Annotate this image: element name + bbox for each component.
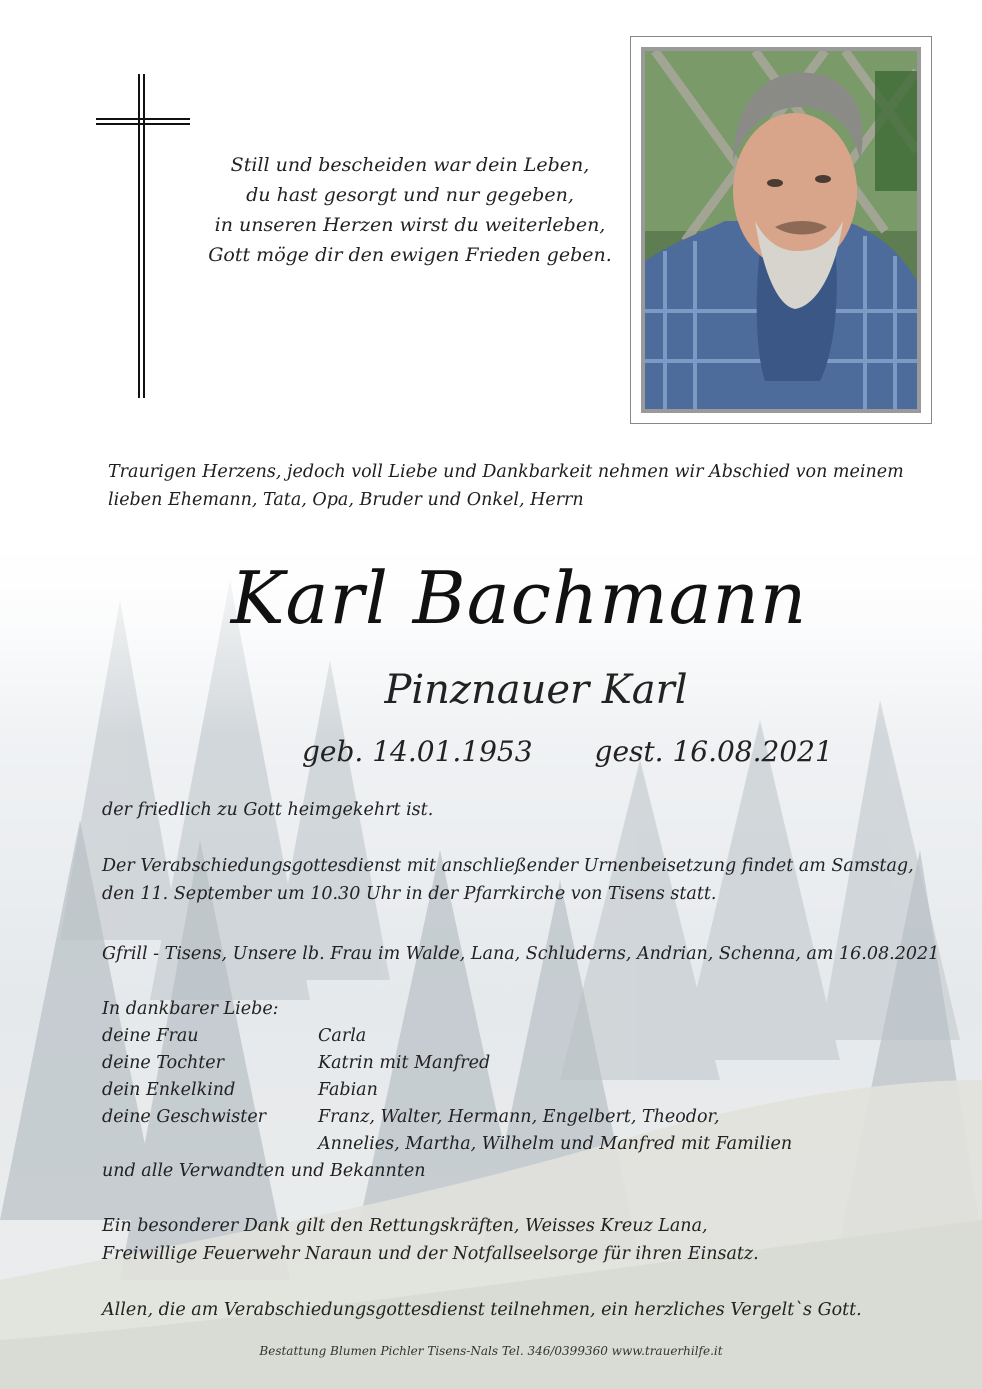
family-names: Fabian	[318, 1080, 378, 1100]
family-role: deine Tochter	[102, 1053, 225, 1073]
family-row	[102, 1077, 425, 1104]
family-names: Franz, Walter, Hermann, Engelbert, Theodor,	[318, 1107, 720, 1127]
portrait-photo	[645, 51, 917, 409]
poem-line: in unseren Herzen wirst du weiterleben,	[214, 214, 606, 236]
family-role: deine Frau	[102, 1026, 199, 1046]
poem	[190, 150, 630, 270]
family-heading: In dankbarer Liebe:	[102, 999, 279, 1019]
family-row	[102, 1104, 720, 1131]
family-row	[102, 1131, 793, 1158]
place-date: Gfrill - Tisens, Unsere lb. Frau im Walde, Lana, Schluderns, Andrian, Schenna, am 16.08.2021	[102, 944, 940, 964]
thanks-text	[102, 1212, 759, 1268]
intro-text	[108, 458, 908, 514]
footer-funeral-home: Bestattung Blumen Pichler Tisens-Nals Tel. 346/0399360 www.trauerhilfe.it	[259, 1344, 723, 1358]
intro-line: Traurigen Herzens, jedoch voll Liebe und Dankbarkeit nehmen wir Abschied von meinem	[108, 462, 904, 482]
family-role: deine Geschwister	[102, 1107, 267, 1127]
thanks-line: Ein besonderer Dank gilt den Rettungskräften, Weisses Kreuz Lana,	[102, 1216, 708, 1236]
life-dates	[302, 730, 833, 774]
portrait-frame	[630, 36, 932, 424]
poem-line: du hast gesorgt und nur gegeben,	[246, 184, 574, 206]
service-info	[102, 852, 914, 908]
poem-line: Gott möge dir den ewigen Frieden geben.	[208, 244, 612, 266]
family-names: Katrin mit Manfred	[318, 1053, 491, 1073]
birth-date: geb. 14.01.1953	[302, 735, 533, 768]
service-line: Der Verabschiedungsgottesdienst mit anschließender Urnenbeisetzung findet am Samstag,	[102, 856, 914, 876]
death-date: gest. 16.08.2021	[594, 735, 833, 768]
family-names: Annelies, Martha, Wilhelm und Manfred mit Familien	[318, 1134, 793, 1154]
thanks-line: Freiwillige Feuerwehr Naraun und der Notfallseelsorge für ihren Einsatz.	[102, 1244, 759, 1264]
family-row	[102, 1050, 491, 1077]
family-closing: und alle Verwandten und Bekannten	[102, 1161, 426, 1181]
passing-line: der friedlich zu Gott heimgekehrt ist.	[102, 800, 434, 820]
family-row	[102, 1023, 425, 1050]
cross-icon	[96, 74, 190, 398]
family-list	[102, 996, 793, 1185]
deceased-name: Karl Bachmann	[230, 556, 808, 640]
service-line: den 11. September um 10.30 Uhr in der Pfarrkirche von Tisens statt.	[102, 884, 717, 904]
poem-line: Still und bescheiden war dein Leben,	[230, 154, 590, 176]
final-thanks: Allen, die am Verabschiedungsgottesdienst teilnehmen, ein herzliches Vergelt`s Gott.	[102, 1300, 862, 1320]
deceased-nickname: Pinznauer Karl	[384, 667, 688, 713]
family-role: dein Enkelkind	[102, 1080, 236, 1100]
family-names: Carla	[318, 1026, 367, 1046]
intro-line: lieben Ehemann, Tata, Opa, Bruder und Onkel, Herrn	[108, 490, 584, 510]
